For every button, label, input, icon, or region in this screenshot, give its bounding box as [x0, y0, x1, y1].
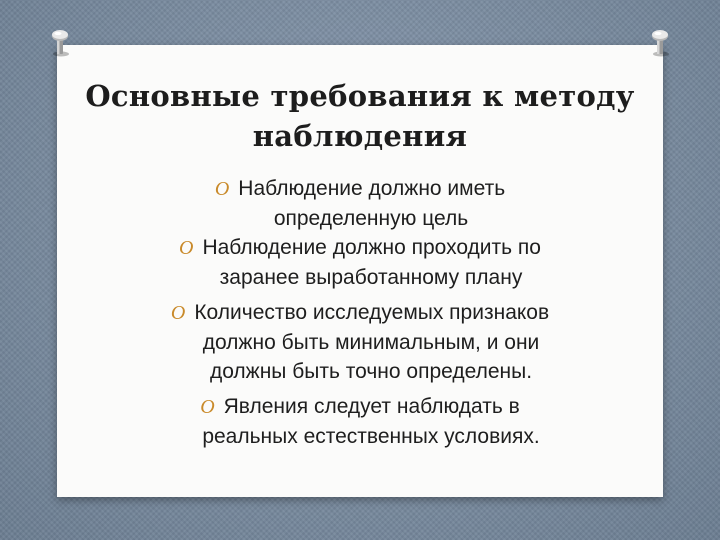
- pushpin-icon: [47, 28, 73, 58]
- bullet-marker-icon: O: [179, 237, 194, 259]
- pushpin-icon: [647, 28, 673, 58]
- bullet-item: [0, 298, 720, 386]
- bullet-text: реальных естественных условиях.: [202, 425, 540, 448]
- bullet-text: Наблюдение должно иметь: [238, 177, 506, 200]
- bullet-text: определенную цель: [273, 207, 469, 230]
- bullet-text: Наблюдение должно проходить по: [202, 236, 541, 259]
- bullet-marker-icon: O: [214, 178, 230, 200]
- slide-title: [0, 76, 720, 156]
- bullet-item: [0, 392, 720, 451]
- bullet-text: Явления следует наблюдать в: [223, 395, 520, 418]
- bullet-text: должно быть минимальным, и они: [202, 331, 540, 354]
- slide-title-line-2: наблюдения: [252, 119, 468, 153]
- slide-title-line-1: Основные требования к методу: [85, 79, 635, 113]
- bullet-marker-icon: O: [170, 302, 186, 324]
- bullet-text: Количество исследуемых признаков: [194, 301, 550, 324]
- bullet-text: заранее выработанному плану: [219, 266, 523, 289]
- bullet-item: [0, 174, 720, 233]
- bullet-marker-icon: O: [200, 396, 215, 418]
- bullet-item: [0, 233, 720, 292]
- bullet-text: должны быть точно определены.: [209, 360, 533, 383]
